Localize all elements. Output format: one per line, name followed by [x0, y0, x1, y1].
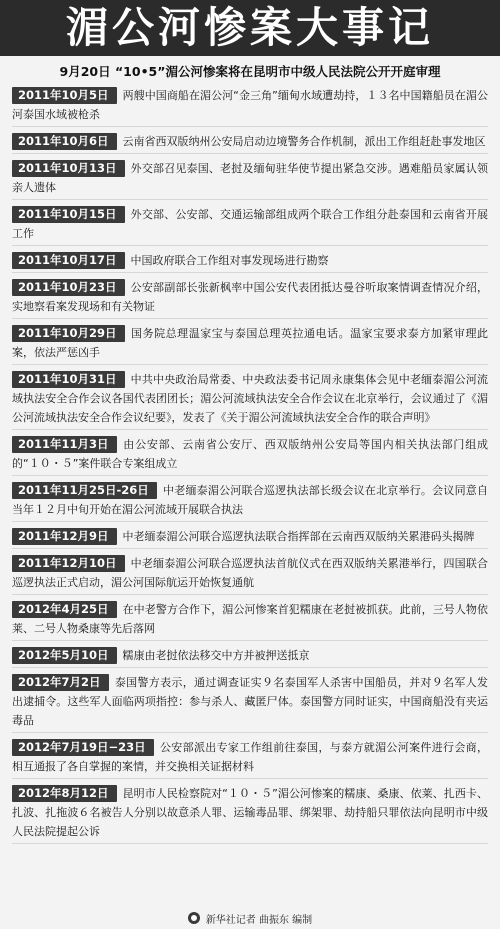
entry-body	[12, 86, 488, 124]
entry-body	[12, 600, 488, 638]
entry-text: 云南省西双版纳州公安局启动边境警务合作机制，派出工作组赶赴事发地区	[122, 135, 486, 148]
entry-body	[12, 784, 488, 841]
entry-date: 2011年10月15日	[12, 206, 125, 223]
entry-text: 外交部、公安部、交通运输部组成两个联合工作组分赴泰国和云南省开展工作	[12, 208, 488, 240]
page-title: 湄公河惨案大事记	[65, 3, 434, 52]
entry-text: 中共中央政治局常委、中央政法委书记周永康集体会见中老缅泰湄公河流域执法安全合作会议各国代表团团长；湄公河流域执法安全合作会议在北京举行，会议通过了《湄公河流域执法安全合作会议纪要》，发表了《关于湄公河流域执法安全合作的联合声明》	[12, 373, 488, 424]
entry-text: 公安部副部长张新枫率中国公安代表团抵达曼谷听取案情调查情况介绍，实地察看案发现场和有关物证	[12, 281, 488, 313]
timeline-entry	[12, 435, 488, 476]
timeline-entry	[12, 278, 488, 319]
entry-date: 2011年12月10日	[12, 555, 125, 572]
entry-text: 公安部派出专家工作组前往泰国，与泰方就湄公河案件进行会商，相互通报了各自掌握的案情，并交换相关证据材料	[12, 741, 488, 773]
timeline-entry	[12, 554, 488, 595]
footer-credit	[0, 909, 500, 927]
entry-date: 2011年12月9日	[12, 528, 117, 545]
entry-body	[12, 481, 488, 519]
entry-text: 昆明市人民检察院对“１０・５”湄公河惨案的糯康、桑康、依莱、扎西卡、扎波、扎拖波６名被告人分别以故意杀人罪、运输毒品罪、绑架罪、劫持船只罪依法向昆明市中级人民法院提起公诉	[12, 787, 488, 838]
xinhua-logo-icon	[188, 912, 200, 924]
entry-body	[12, 278, 488, 316]
timeline-entry	[12, 600, 488, 641]
entry-text: 国务院总理温家宝与泰国总理英拉通电话。温家宝要求泰方加紧审理此案，依法严惩凶手	[12, 327, 488, 359]
entry-body	[12, 527, 488, 546]
entry-text: 两艘中国商船在湄公河“金三角”缅甸水域遭劫持，１３名中国籍船员在湄公河泰国水域被枪杀	[12, 89, 488, 121]
entry-date: 2011年10月29日	[12, 325, 125, 342]
entry-date: 2011年11月25日-26日	[12, 482, 157, 499]
page-subtitle: 9月20日 “10•5”湄公河惨案将在昆明市中级人民法院公开开庭审理	[59, 64, 441, 79]
entry-date: 2012年4月25日	[12, 601, 117, 618]
timeline-entry	[12, 784, 488, 844]
timeline-entry	[12, 370, 488, 430]
entry-date: 2012年7月19日−23日	[12, 739, 154, 756]
entry-text: 泰国警方表示，通过调查证实９名泰国军人杀害中国船员，并对９名军人发出逮捕令。这些军人面临两项指控：参与杀人、藏匿尸体。泰国警方同时证实，中国商船没有夹运毒品	[12, 676, 488, 727]
entry-date: 2011年10月5日	[12, 87, 117, 104]
entry-body	[12, 738, 488, 776]
entry-date: 2012年8月12日	[12, 785, 117, 802]
entry-date: 2011年10月17日	[12, 252, 125, 269]
entry-date: 2011年10月6日	[12, 133, 117, 150]
entry-text: 中老缅泰湄公河联合巡逻执法联合指挥部在云南西双版纳关累港码头揭牌	[122, 530, 475, 543]
timeline-entry	[12, 673, 488, 733]
entry-text: 中老缅泰湄公河联合巡逻执法部长级会议在北京举行。会议同意自当年１２月中旬开始在湄公河流域开展联合执法	[12, 484, 488, 516]
timeline-entry	[12, 527, 488, 549]
entry-body	[12, 435, 488, 473]
entry-date: 2011年11月3日	[12, 436, 117, 453]
entry-date: 2011年10月23日	[12, 279, 125, 296]
entry-body	[12, 646, 488, 665]
entry-body	[12, 324, 488, 362]
entry-body	[12, 370, 488, 427]
timeline-entry	[12, 646, 488, 668]
entry-text: 糯康由老挝依法移交中方并被押送抵京	[122, 649, 310, 662]
title-banner	[0, 0, 500, 56]
timeline-entry	[12, 132, 488, 154]
timeline-entry	[12, 481, 488, 522]
entry-text: 外交部召见泰国、老挝及缅甸驻华使节提出紧急交涉。遇难船员家属认领亲人遗体	[12, 162, 488, 194]
timeline-entry	[12, 159, 488, 200]
credit-text: 新华社记者 曲振东 编制	[205, 914, 313, 926]
entry-body	[12, 132, 488, 151]
entry-date: 2012年7月2日	[12, 674, 109, 691]
entry-text: 中老缅泰湄公河联合巡逻执法首航仪式在西双版纳关累港举行，四国联合巡逻执法正式启动，湄公河国际航运开始恢复通航	[12, 557, 488, 589]
timeline-entry	[12, 738, 488, 779]
entry-body	[12, 159, 488, 197]
entry-date: 2011年10月13日	[12, 160, 125, 177]
entry-date: 2012年5月10日	[12, 647, 117, 664]
entry-body	[12, 673, 488, 730]
entry-text: 由公安部、云南省公安厅、西双版纳州公安局等国内相关执法部门组成的“１０・５”案件联合专案组成立	[12, 438, 488, 470]
entry-body	[12, 205, 488, 243]
timeline-entry	[12, 251, 488, 273]
entry-text: 在中老警方合作下，湄公河惨案首犯糯康在老挝被抓获。此前，三号人物依莱、二号人物桑康等先后落网	[12, 603, 488, 635]
entry-date: 2011年10月31日	[12, 371, 125, 388]
entry-body	[12, 251, 488, 270]
timeline-entry	[12, 86, 488, 127]
entry-body	[12, 554, 488, 592]
timeline-entry	[12, 324, 488, 365]
timeline-entry	[12, 205, 488, 246]
entry-text: 中国政府联合工作组对事发现场进行勘察	[130, 254, 329, 267]
timeline	[12, 86, 488, 849]
